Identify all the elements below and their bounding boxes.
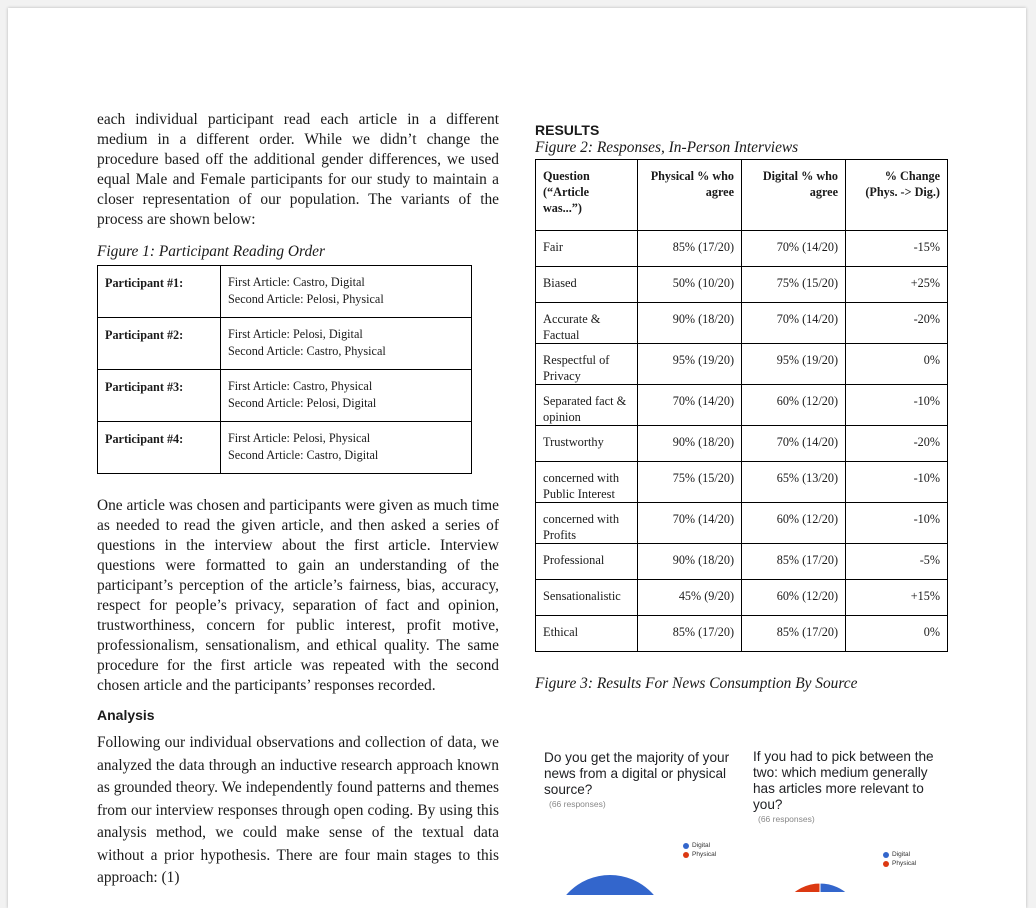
participant-order-table — [97, 265, 472, 474]
table-row — [536, 616, 948, 652]
participant-articles — [221, 266, 472, 318]
legend-label: Physical — [892, 860, 917, 867]
table-row — [536, 267, 948, 303]
chart2-pie — [760, 842, 880, 892]
chart2-header — [753, 749, 938, 824]
row-question: Trustworthy — [536, 426, 638, 462]
chart1-legend — [683, 841, 716, 859]
chart1-header — [544, 750, 744, 809]
row-question: Biased — [536, 267, 638, 303]
table-row — [536, 344, 948, 385]
row-physical: 90% (18/20) — [638, 303, 742, 344]
legend-dot-icon — [683, 852, 689, 858]
row-question: Accurate & Factual — [536, 303, 638, 344]
table-row — [536, 231, 948, 267]
results-heading: RESULTS — [535, 122, 600, 138]
table-row — [536, 385, 948, 426]
first-article: First Article: Castro, Physical — [228, 379, 373, 393]
right-column — [535, 122, 955, 867]
legend-item — [683, 841, 716, 850]
row-change: +25% — [846, 267, 948, 303]
responses-table — [535, 159, 948, 652]
row-digital: 70% (14/20) — [742, 231, 846, 267]
figure3-caption: Figure 3: Results For News Consumption By Source — [535, 675, 858, 692]
row-question: Ethical — [536, 616, 638, 652]
table-row — [98, 266, 472, 318]
chart1-question: Do you get the majority of your news from a digital or physical source? — [544, 750, 730, 797]
row-question: Respectful of Privacy — [536, 344, 638, 385]
first-article: First Article: Castro, Digital — [228, 275, 365, 289]
row-question: Fair — [536, 231, 638, 267]
row-change: -20% — [846, 426, 948, 462]
participant-label: Participant #3: — [98, 370, 221, 422]
chart1-responses: (66 responses) — [549, 799, 606, 809]
table-row — [98, 370, 472, 422]
table-header-row — [536, 160, 948, 231]
row-physical: 90% (18/20) — [638, 544, 742, 580]
header-digital: Digital % who agree — [742, 160, 846, 231]
legend-item — [883, 859, 916, 868]
row-digital: 60% (12/20) — [742, 580, 846, 616]
row-change: -15% — [846, 231, 948, 267]
row-physical: 50% (10/20) — [638, 267, 742, 303]
table-row — [536, 426, 948, 462]
row-change: -20% — [846, 303, 948, 344]
pie-slice-physical — [786, 883, 820, 892]
legend-label: Physical — [692, 851, 717, 858]
table-row — [536, 580, 948, 616]
row-digital: 60% (12/20) — [742, 503, 846, 544]
row-digital: 60% (12/20) — [742, 385, 846, 426]
table-row — [98, 422, 472, 474]
header-question: Question (“Article was...”) — [536, 160, 638, 231]
figure1-caption: Figure 1: Participant Reading Order — [97, 243, 325, 260]
row-question: concerned with Profits — [536, 503, 638, 544]
row-physical: 85% (17/20) — [638, 616, 742, 652]
row-digital: 70% (14/20) — [742, 303, 846, 344]
legend-label: Digital — [692, 842, 711, 849]
row-digital: 70% (14/20) — [742, 426, 846, 462]
header-physical: Physical % who agree — [638, 160, 742, 231]
row-question: Professional — [536, 544, 638, 580]
row-physical: 70% (14/20) — [638, 385, 742, 426]
row-physical: 95% (19/20) — [638, 344, 742, 385]
second-article: Second Article: Pelosi, Digital — [228, 396, 377, 410]
legend-dot-icon — [883, 852, 889, 858]
row-digital: 85% (17/20) — [742, 544, 846, 580]
pie-slice-digital — [552, 875, 668, 895]
row-digital: 65% (13/20) — [742, 462, 846, 503]
row-question: Separated fact & opinion — [536, 385, 638, 426]
analysis-heading: Analysis — [97, 707, 155, 723]
legend-item — [683, 850, 716, 859]
legend-dot-icon — [883, 861, 889, 867]
row-physical: 45% (9/20) — [638, 580, 742, 616]
row-digital: 75% (15/20) — [742, 267, 846, 303]
header-change: % Change (Phys. -> Dig.) — [846, 160, 948, 231]
row-physical: 75% (15/20) — [638, 462, 742, 503]
row-change: -10% — [846, 462, 948, 503]
row-question: Sensationalistic — [536, 580, 638, 616]
second-article: Second Article: Castro, Digital — [228, 448, 379, 462]
table-row — [536, 462, 948, 503]
participant-articles — [221, 318, 472, 370]
legend-dot-icon — [683, 843, 689, 849]
row-change: -10% — [846, 503, 948, 544]
row-change: -5% — [846, 544, 948, 580]
row-change: -10% — [846, 385, 948, 426]
participant-articles — [221, 422, 472, 474]
intro-paragraph: each individual participant read each article in a different medium in a different order. While we didn’t change the procedure based off the additional gender differences, we used equal Male and Female participants for our study to maintain a closer representation of our population. The variants of the process are shown below: — [97, 111, 499, 228]
row-change: 0% — [846, 344, 948, 385]
second-article: Second Article: Castro, Physical — [228, 344, 386, 358]
participant-label: Participant #2: — [98, 318, 221, 370]
legend-item — [883, 850, 916, 859]
method-paragraph: One article was chosen and participants were given as much time as needed to read the given article, and then asked a series of questions in the interview about the first article. Interview questions were formatted to gain an understanding of the participant’s perception of the article’s fairness, bias, accuracy, respect for people’s privacy, separation of fact and opinion, trustworthiness, concern for public interest, profit motive, professionalism, sensationalism, and ethical quality. The same procedure for the first article was repeated with the second chosen article and the participants’ responses recorded. — [97, 497, 499, 694]
participant-label: Participant #1: — [98, 266, 221, 318]
row-digital: 95% (19/20) — [742, 344, 846, 385]
second-article: Second Article: Pelosi, Physical — [228, 292, 384, 306]
row-digital: 85% (17/20) — [742, 616, 846, 652]
left-column — [97, 110, 499, 890]
table-row — [536, 503, 948, 544]
table-row — [536, 544, 948, 580]
row-change: 0% — [846, 616, 948, 652]
row-question: concerned with Public Interest — [536, 462, 638, 503]
participant-articles — [221, 370, 472, 422]
table-row — [536, 303, 948, 344]
chart2-question: If you had to pick between the two: which medium generally has articles more relevant to you? — [753, 749, 934, 812]
legend-label: Digital — [892, 851, 911, 858]
row-physical: 85% (17/20) — [638, 231, 742, 267]
document-page — [8, 8, 1026, 908]
first-article: First Article: Pelosi, Physical — [228, 431, 371, 445]
analysis-paragraph: Following our individual observations and collection of data, we analyzed the data through an inductive research approach known as grounded theory. We independently found patterns and themes from our interview responses through open coding. By using this analysis method, we could make sense of the textual data without a prior hypothesis. There are four main stages to this approach: (1) — [97, 734, 499, 886]
chart1-pie — [550, 835, 670, 895]
chart2-responses: (66 responses) — [758, 814, 815, 824]
participant-label: Participant #4: — [98, 422, 221, 474]
figure2-caption: Figure 2: Responses, In-Person Interviews — [535, 139, 799, 156]
row-physical: 90% (18/20) — [638, 426, 742, 462]
first-article: First Article: Pelosi, Digital — [228, 327, 363, 341]
table-row — [98, 318, 472, 370]
row-change: +15% — [846, 580, 948, 616]
chart2-legend — [883, 850, 916, 868]
row-physical: 70% (14/20) — [638, 503, 742, 544]
